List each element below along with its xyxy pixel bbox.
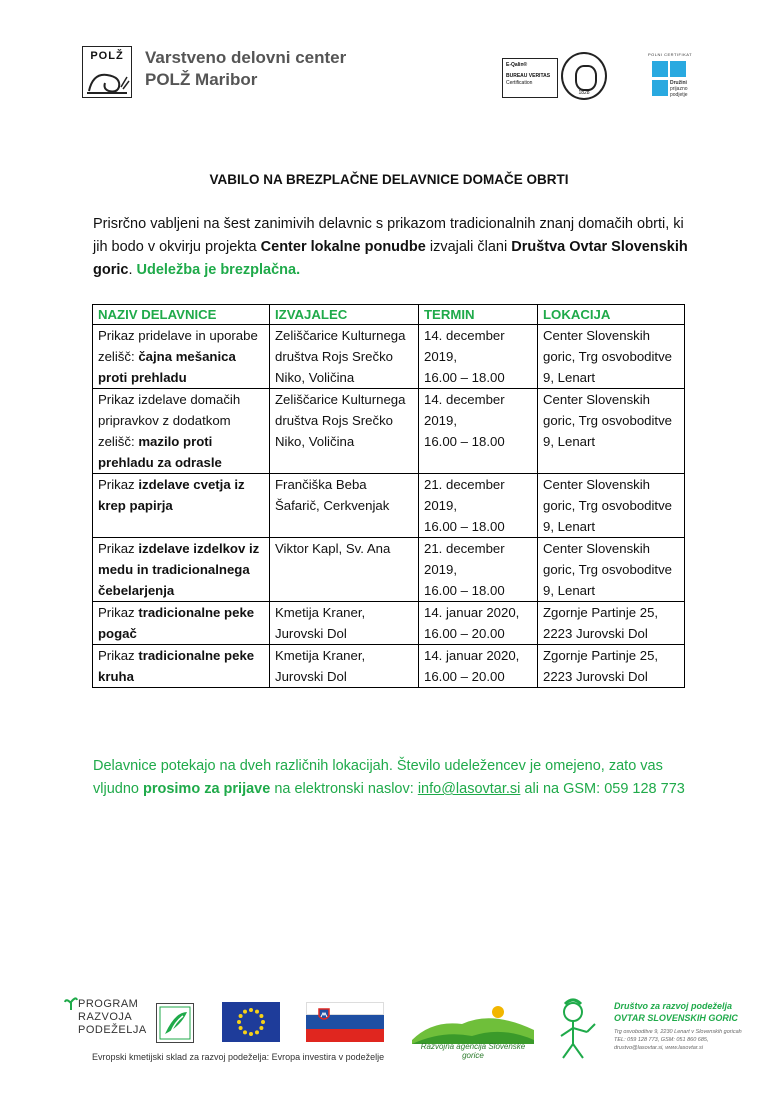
time-text: 16.00 – 18.00 — [424, 434, 505, 449]
footer-text-3: ali na GSM: 059 128 773 — [520, 781, 685, 797]
table-row — [93, 538, 685, 602]
intro-free-note: Udeležba je brezplačna. — [136, 262, 301, 278]
provider-cell: Kmetija Kraner, Jurovski Dol — [270, 602, 419, 645]
cert-square-icon — [652, 61, 668, 77]
intro-bold-2: Društva Ovtar Slovenskih goric — [93, 239, 688, 278]
date-text: 14. december 2019, — [424, 328, 505, 364]
location-cell: Zgornje Partinje 25, 2223 Jurovski Dol — [538, 602, 685, 645]
table-header-row — [93, 305, 685, 325]
eafrd-caption: Evropski kmetijski sklad za razvoj podeželja: Evropa investira v podeželje — [92, 1052, 385, 1062]
hills-icon — [412, 1000, 534, 1044]
footer-text-1: Delavnice potekajo na dveh različnih lokacijah. Število udeležencev je omejeno, zato vas vljudno — [93, 758, 663, 797]
drustvo-address-1: Trg osvoboditve 9, 2230 Lenart v Slovenskih goricah — [614, 1029, 742, 1035]
drustvo-ovtar-block — [614, 1000, 754, 1052]
provider-cell: Zeliščarice Kulturnega društva Rojs Srečko Niko, Voličina — [270, 325, 419, 389]
time-text: 16.00 – 20.00 — [424, 626, 505, 641]
workshop-name-cell — [93, 645, 270, 688]
workshop-name-text: Prikaz — [98, 648, 139, 663]
date-text: 21. december 2019, — [424, 541, 505, 577]
date-cell — [419, 645, 538, 688]
intro-text-2: izvajali člani — [425, 239, 512, 255]
table-row — [93, 645, 685, 688]
document-title: VABILO NA BREZPLAČNE DELAVNICE DOMAČE OBRTI — [209, 172, 569, 187]
flag-red-stripe — [306, 1029, 384, 1042]
date-cell — [419, 602, 538, 645]
table-row — [93, 325, 685, 389]
program-line-2: RAZVOJA — [78, 1011, 133, 1023]
table-row — [93, 474, 685, 538]
table-row — [93, 389, 685, 474]
col-header-provider: IZVAJALEC — [270, 305, 419, 325]
provider-cell: Viktor Kapl, Sv. Ana — [270, 538, 419, 602]
workshop-name-text: Prikaz — [98, 605, 139, 620]
e-qalin-certificate — [502, 58, 558, 98]
cert-caption — [670, 80, 688, 98]
workshop-name-bold: izdelave cvetja iz krep papirja — [98, 477, 245, 513]
provider-cell: Kmetija Kraner, Jurovski Dol — [270, 645, 419, 688]
date-text: 14. december 2019, — [424, 392, 505, 428]
seal-year: 1828 — [578, 90, 590, 96]
workshop-name-bold: tradicionalne peke kruha — [98, 648, 255, 684]
table-body — [93, 325, 685, 688]
program-line-1: PROGRAM — [78, 998, 139, 1010]
date-cell — [419, 474, 538, 538]
date-cell — [419, 538, 538, 602]
sprout-icon — [64, 996, 78, 1010]
cert-square-icon — [652, 80, 668, 96]
workshop-name-text: Prikaz pridelave in uporabe zelišč: — [98, 328, 258, 364]
bureau-veritas-seal — [561, 52, 607, 100]
organization-name — [145, 47, 346, 91]
workshop-name-bold: izdelave izdelkov iz medu in tradicionalnega čebelarjenja — [98, 541, 260, 598]
drustvo-name-1: Društvo za razvoj podeželja — [614, 1001, 733, 1011]
leader-icon — [157, 1004, 193, 1042]
workshop-name-bold: tradicionalne peke pogač — [98, 605, 255, 641]
date-text: 21. december 2019, — [424, 477, 505, 513]
table-row — [93, 602, 685, 645]
ras-caption: Razvojna agencija Slovenske gorice — [420, 1042, 526, 1060]
time-text: 16.00 – 20.00 — [424, 669, 505, 684]
time-text: 16.00 – 18.00 — [424, 370, 505, 385]
location-cell: Center Slovenskih goric, Trg osvoboditve 9, Lenart — [538, 538, 685, 602]
leader-logo — [156, 1003, 194, 1043]
workshop-name-bold: mazilo proti prehladu za odrasle — [98, 434, 222, 470]
cert-top-text: POLNI CERTIFIKAT — [648, 52, 693, 57]
polz-logo-text: POLŽ — [90, 50, 124, 62]
intro-paragraph — [93, 213, 693, 282]
program-line-3: PODEŽELJA — [78, 1024, 147, 1036]
cert-bv2-text: Certification — [506, 80, 533, 86]
workshop-name-text: Prikaz izdelave domačih pripravkov z dodatkom zelišč: — [98, 392, 241, 449]
drustvo-address-3: drustvo@lasovtar.si, www.lasovtar.si — [614, 1045, 703, 1051]
workshop-name-cell — [93, 389, 270, 474]
workshops-table — [92, 304, 685, 688]
workshop-name-cell — [93, 325, 270, 389]
cert-caption-1: Družini — [670, 80, 687, 86]
family-friendly-certificate — [648, 52, 694, 102]
date-text: 14. januar 2020, — [424, 648, 520, 663]
location-cell: Center Slovenskih goric, Trg osvoboditve 9, Lenart — [538, 474, 685, 538]
drustvo-address — [614, 1028, 754, 1052]
workshop-name-cell — [93, 538, 270, 602]
location-cell: Center Slovenskih goric, Trg osvoboditve 9, Lenart — [538, 389, 685, 474]
org-line-1: Varstveno delovni center — [145, 48, 347, 67]
eu-flag — [222, 1002, 280, 1042]
slovenia-flag — [306, 1002, 384, 1042]
location-cell: Zgornje Partinje 25, 2223 Jurovski Dol — [538, 645, 685, 688]
org-line-2: POLŽ Maribor — [145, 70, 258, 89]
col-header-date: TERMIN — [419, 305, 538, 325]
footer-text-2: na elektronski naslov: — [270, 781, 418, 797]
workshop-name-cell — [93, 602, 270, 645]
ovtar-mascot-icon — [543, 996, 601, 1062]
coat-of-arms-icon — [318, 1008, 330, 1022]
eu-stars-icon — [222, 1002, 280, 1042]
cert-qualis-text: E-Qalin® — [506, 62, 528, 68]
provider-cell: Zeliščarice Kulturnega društva Rojs Srečko Niko, Voličina — [270, 389, 419, 474]
date-cell — [419, 325, 538, 389]
intro-text-1: Prisrčno vabljeni na šest zanimivih delavnic s prikazom tradicionalnih znanj domačih obrti, ki jih bodo v okvirju projekta — [93, 216, 684, 255]
col-header-name: NAZIV DELAVNICE — [93, 305, 270, 325]
snail-icon — [83, 63, 131, 97]
cert-square-icon — [670, 61, 686, 77]
time-text: 16.00 – 18.00 — [424, 519, 505, 534]
cert-caption-3: podjetje — [670, 92, 688, 98]
cert-bv-text: BUREAU VERITAS — [506, 73, 551, 79]
cert-caption-2: prijazno — [670, 86, 688, 92]
registration-paragraph — [93, 755, 693, 801]
workshop-name-text: Prikaz — [98, 477, 139, 492]
ras-logo — [412, 1000, 534, 1060]
date-cell — [419, 389, 538, 474]
workshop-name-bold: čajna mešanica proti prehladu — [98, 349, 236, 385]
drustvo-address-2: TEL: 059 128 773, GSM: 051 860 685, — [614, 1037, 709, 1043]
provider-cell: Frančiška Beba Šafarič, Cerkvenjak — [270, 474, 419, 538]
intro-bold-1: Center lokalne ponudbe — [260, 239, 426, 255]
email-link[interactable]: info@lasovtar.si — [417, 781, 521, 797]
polz-logo — [82, 46, 132, 98]
time-text: 16.00 – 18.00 — [424, 583, 505, 598]
col-header-location: LOKACIJA — [538, 305, 685, 325]
drustvo-name-2: OVTAR SLOVENSKIH GORIC — [614, 1013, 738, 1023]
seal-inner-icon — [575, 65, 597, 91]
footer-bold: prosimo za prijave — [142, 781, 271, 797]
intro-text-3: . — [128, 262, 137, 278]
workshop-name-text: Prikaz — [98, 541, 139, 556]
location-cell: Center Slovenskih goric, Trg osvoboditve 9, Lenart — [538, 325, 685, 389]
program-razvoja-podezelja-logo — [64, 996, 148, 1046]
workshop-name-cell — [93, 474, 270, 538]
date-text: 14. januar 2020, — [424, 605, 520, 620]
